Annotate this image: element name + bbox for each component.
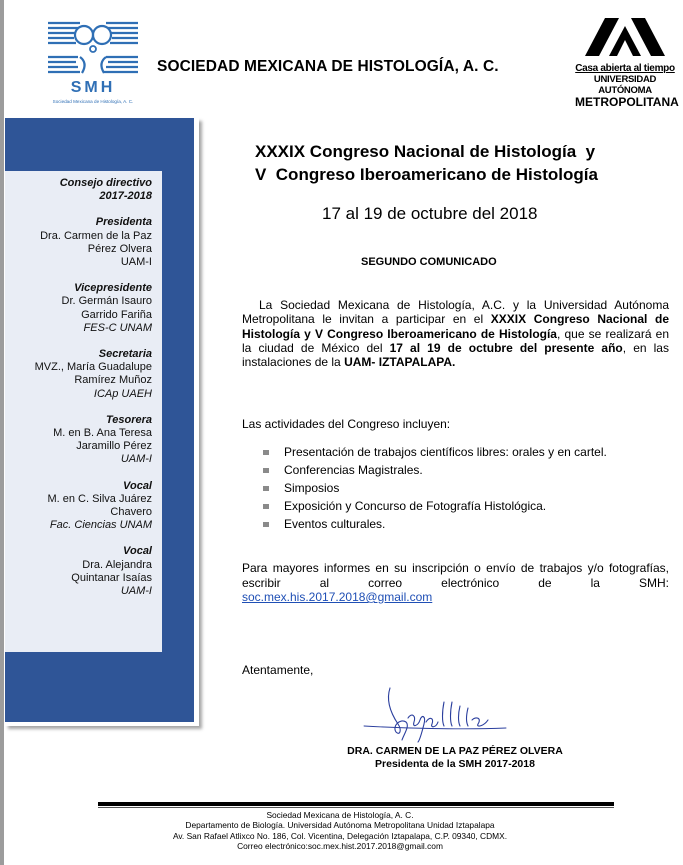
member-name: M. en B. Ana Teresa <box>53 427 152 440</box>
member-name: Garrido Fariña <box>81 308 152 321</box>
member-institution: UAM-I <box>120 585 152 598</box>
member-role: Vocal <box>123 479 152 492</box>
member-name: Chavero <box>110 506 152 519</box>
footer-address <box>90 810 590 852</box>
board-member <box>2 480 152 533</box>
intro-text: La Sociedad Mexicana de Histología, A.C. y la Universidad Autónoma Metropolitana le invitan a participar en el <box>242 298 669 327</box>
uam-tagline: Casa abierta al tiempo <box>575 63 675 74</box>
member-name: Dr. Germán Isauro <box>61 295 152 308</box>
uam-emblem-icon <box>585 18 665 56</box>
closing-text: Atentamente, <box>242 663 314 677</box>
uam-logo <box>575 18 679 109</box>
congress-date: 17 al 19 de octubre del 2018 <box>322 204 538 223</box>
square-bullet-icon <box>263 486 269 491</box>
member-name: Jaramillo Pérez <box>76 440 152 453</box>
member-institution: Fac. Ciencias UNAM <box>49 519 152 532</box>
square-bullet-icon <box>263 522 269 527</box>
board-member <box>2 348 152 401</box>
smh-logo-caption: Sociedad Mexicana de Histología, A. C. <box>52 99 134 104</box>
activity-label: Eventos culturales. <box>284 517 386 531</box>
member-role: Secretaria <box>98 348 152 361</box>
board-member <box>2 282 152 335</box>
member-role: Vicepresidente <box>74 282 152 295</box>
activity-item <box>260 443 607 461</box>
smh-logo <box>44 17 142 107</box>
activity-label: Exposición y Concurso de Fotografía Histológica. <box>284 499 547 513</box>
intro-venue: UAM- IZTAPALAPA. <box>344 355 456 370</box>
member-role: Vocal <box>123 545 152 558</box>
member-institution: UAM-I <box>120 453 152 466</box>
activity-item <box>260 479 607 497</box>
member-name: M. en C. Silva Juárez <box>47 492 152 505</box>
activities-list <box>260 443 607 533</box>
society-title: SOCIEDAD MEXICANA DE HISTOLOGÍA, A. C. <box>157 58 499 75</box>
communique-label: SEGUNDO COMUNICADO <box>361 256 497 268</box>
activity-label: Simposios <box>284 481 340 495</box>
footer-divider <box>98 802 614 806</box>
board-period: 2017-2018 <box>99 190 152 203</box>
member-role: Tesorera <box>105 413 152 426</box>
congress-title-line2: V Congreso Iberoamericano de Histología <box>255 165 598 184</box>
member-name: MVZ., María Guadalupe <box>34 361 152 374</box>
board-member <box>2 545 152 598</box>
member-name: Pérez Olvera <box>87 242 152 255</box>
intro-text: , en las instalaciones de la <box>242 340 669 370</box>
board-heading: Consejo directivo <box>59 177 152 189</box>
intro-congress-names: XXXIX Congreso Nacional de Histología y V Congreso Iberoamericano de Histología <box>242 312 670 341</box>
footer-line: Sociedad Mexicana de Histología, A. C. <box>266 810 414 820</box>
member-institution: FES-C UNAM <box>83 321 152 334</box>
member-name: Ramírez Muñoz <box>74 374 152 387</box>
congress-title <box>255 140 598 186</box>
member-name: Quintanar Isaías <box>71 571 152 584</box>
signer-role: Presidenta de la SMH 2017-2018 <box>375 758 535 770</box>
activities-heading: Las actividades del Congreso incluyen: <box>242 417 451 431</box>
intro-text: , que se realizará en la ciudad de México del <box>242 326 669 355</box>
member-institution: ICAp UAEH <box>93 387 152 400</box>
footer-line: Correo electrónico:soc.mex.hist.2017.2018@gmail.com <box>237 841 443 852</box>
square-bullet-icon <box>263 468 269 473</box>
footer-line: Av. San Rafael Atlixco No. 186, Col. Vicentina, Delegación Iztapalapa, C.P. 09340, CDMX. <box>172 830 508 841</box>
uam-name-line2: METROPOLITANA <box>575 95 679 109</box>
congress-title-line1: XXXIX Congreso Nacional de Histología y <box>255 142 596 161</box>
activity-item <box>260 497 607 515</box>
member-name: Dra. Alejandra <box>82 558 152 571</box>
footer-line: Departamento de Biología. Universidad Autónoma Metropolitana Unidad Iztapalapa <box>185 820 495 831</box>
member-name: Dra. Carmen de la Paz <box>40 229 152 242</box>
uam-name-line1: UNIVERSIDAD AUTÓNOMA <box>593 74 657 96</box>
member-role: Presidenta <box>95 216 152 229</box>
square-bullet-icon <box>263 450 269 455</box>
member-institution: UAM-I <box>120 256 152 269</box>
signature-image <box>360 682 510 744</box>
signer-name: DRA. CARMEN DE LA PAZ PÉREZ OLVERA <box>347 745 563 757</box>
footer-divider-thin <box>98 807 614 808</box>
intro-paragraph <box>242 298 669 369</box>
board-panel <box>5 171 162 652</box>
smh-logo-acronym: SMH <box>70 79 116 96</box>
board-member <box>2 216 152 269</box>
activity-item <box>260 515 607 533</box>
info-paragraph: Para mayores informes en su inscripción o envío de trabajos y/o fotografías, escribir al correo electrónico de la SMH: <box>242 561 669 590</box>
activity-item <box>260 461 607 479</box>
email-link[interactable]: soc.mex.his.2017.2018@gmail.com <box>242 590 433 604</box>
board-list <box>2 177 152 598</box>
activity-label: Conferencias Magistrales. <box>284 463 423 477</box>
intro-dates: 17 al 19 de octubre del presente año <box>389 340 623 355</box>
square-bullet-icon <box>263 504 269 509</box>
board-member <box>2 414 152 467</box>
activity-label: Presentación de trabajos científicos libres: orales y en cartel. <box>284 445 607 459</box>
